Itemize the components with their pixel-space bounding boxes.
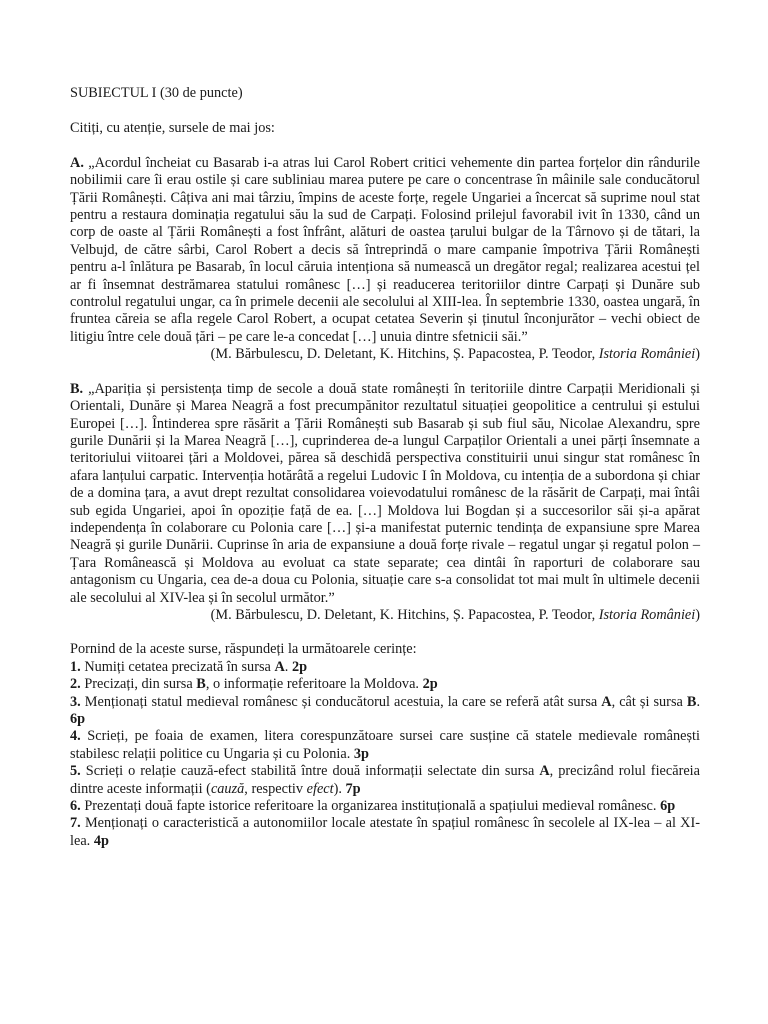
question-item <box>70 659 700 676</box>
source-b-citation <box>70 607 700 624</box>
question-text: Menționați o caracteristică a autonomiilor locale atestate în spațiul românesc în secolele al IX-lea – al XI-lea. <box>70 815 700 849</box>
question-points: 6p <box>660 798 676 815</box>
source-b-close: ) <box>695 606 700 623</box>
question-text: Scrieți o relație cauză-efect stabilită între două informații selectate din sursa <box>85 763 540 780</box>
question-item <box>70 694 700 729</box>
question-text: , cât și sursa <box>611 693 687 710</box>
questions-list <box>70 659 700 850</box>
question-source-ref: A <box>274 658 285 675</box>
question-text: Numiți cetatea precizată în sursa <box>84 658 275 675</box>
question-number: 3. <box>70 693 81 710</box>
question-text: . <box>696 693 701 710</box>
source-b-label: B. <box>70 380 84 397</box>
question-text: . <box>284 658 292 675</box>
question-number: 1. <box>70 658 81 675</box>
question-text: Menționați statul medieval românesc și conducătorul acestuia, la care se referă atât sursa <box>84 693 602 710</box>
source-a-close: ) <box>695 346 700 363</box>
question-text: , respectiv <box>244 780 307 797</box>
question-item <box>70 798 700 815</box>
source-b-text: „Apariția și persistența timp de secole a două state românești în teritoriile dintre Carpații Meridionali și Orientali, Dunăre și Marea Neagră a fost precumpănitor rezultatul situației geopolitice a centrului și estului Europei […]. Întinderea spre răsărit a Țării Românești sub Basarab și sub fiul său, Nicolae Alexandru, spre gurile Dunării și la Marea Neagră […], cuprinderea de-a lungul Carpaților Orientali a unei părți însemnate a teritoriului viitoarei țări a Moldovei, părea să deschidă perspectiva constituirii unui singur stat românesc în afara lanțului carpatic. Intervenția hotărâtă a regelui Ludovic I în Moldova, cu intenția de a subordona și chiar de a domina țara, a avut drept rezultat consolidarea voievodatului românesc de la răsărit de Carpați, mai întâi sub egida Ungariei, apoi în opoziție față de ea. […] Moldova lui Bogdan și a succesorilor săi și-a apărat independența în colaborare cu Polonia care […] și-a manifestat puternic tendința de expansiune spre Marea Neagră și gurile Dunării. Cuprinse în aria de expansiune a două forțe rivale – regatul ungar și regatul polon – Țara Românească și Moldova au evoluat ca state separate; cea dintâi în raporturi de colaborare sau antagonism cu Ungaria, cea de-a doua cu Polonia, situație care s-a consolidat tot mai mult în ultimele decenii ale secolului al XIV-lea și în secolul următor.” <box>70 380 700 606</box>
source-b-work: Istoria României <box>598 606 696 623</box>
source-a-label: A. <box>70 154 84 171</box>
instructions: Citiți, cu atenție, sursele de mai jos: <box>70 120 275 137</box>
source-b-authors: (M. Bărbulescu, D. Deletant, K. Hitchins, Ș. Papacostea, P. Teodor, <box>210 606 599 623</box>
question-source-ref: A <box>539 763 550 780</box>
question-source-ref: B <box>686 693 697 710</box>
questions-intro: Pornind de la aceste surse, răspundeți la următoarele cerințe: <box>70 641 417 658</box>
question-points: 6p <box>70 711 86 727</box>
exam-page <box>70 85 700 850</box>
question-text: , o informație referitoare la Moldova. <box>205 676 423 693</box>
source-a-citation <box>70 346 700 363</box>
question-item <box>70 676 700 693</box>
question-item <box>70 728 700 763</box>
question-points: 2p <box>291 658 308 675</box>
question-text: , precizând rolul fiecăreia dintre aceste informații ( <box>70 763 700 797</box>
section-title: SUBIECTUL I (30 de puncte) <box>70 85 243 101</box>
source-a-text: „Acordul încheiat cu Basarab i-a atras lui Carol Robert critici vehemente din partea forțelor din rândurile nobilimii care îi erau ostile și care subliniau marea putere pe care o concentrase în mâinile sale conducătorul Țării Românești. Câțiva ani mai târziu, împins de aceste forțe, regele Ungariei a încercat să suprime noul stat pentru a restaura dominația regatului său la sud de Carpați. Folosind prilejul favorabil ivit în 1330, când un corp de oaste al Țării Românești a fost înfrânt, alături de oastea țarului bulgar de la Târnovo și de tătari, la Velbujd, de către sârbi, Carol Robert a decis să întreprindă o mare campanie împotriva Țării Românești pentru a-l înlătura pe Basarab, în locul căruia intenționa să numească un dregător regal; realizarea acestui țel ar fi însemnat destrămarea statului românesc […] și readucerea teritoriilor dintre Carpați și Dunăre sub controlul regatului ungar, ca în primele decenii ale secolului al XIII-lea. În septembrie 1330, oastea ungară, în fruntea căreia se afla regele Carol Robert, a ocupat cetatea Severin și ținutul înconjurător – vechi obiect de litigiu între cele două țări – pe care le-a concedat […] unuia dintre sfetnicii săi.” <box>70 154 701 345</box>
question-number: 6. <box>70 798 81 815</box>
source-a <box>70 155 700 346</box>
question-number: 2. <box>70 676 81 693</box>
question-points: 3p <box>353 745 369 762</box>
question-points: 7p <box>345 780 361 797</box>
question-source-ref: A <box>601 693 612 710</box>
question-text: Precizați, din sursa <box>84 676 197 693</box>
question-number: 7. <box>70 815 81 832</box>
source-a-work: Istoria României <box>598 346 696 363</box>
source-a-authors: (M. Bărbulescu, D. Deletant, K. Hitchins, Ș. Papacostea, P. Teodor, <box>210 346 599 363</box>
question-item <box>70 763 700 798</box>
question-source-ref: B <box>196 676 206 693</box>
question-text: ). <box>333 780 346 797</box>
source-b <box>70 381 700 607</box>
question-points: 2p <box>422 676 438 693</box>
question-term: cauză <box>210 780 245 797</box>
question-text: Prezentați două fapte istorice referitoare la organizarea instituțională a spațiului medieval românesc. <box>84 798 661 815</box>
question-text: Scrieți, pe foaia de examen, litera corespunzătoare sursei care susține că statele medievale românești stabilesc relații politice cu Ungaria și cu Polonia. <box>70 728 701 762</box>
question-number: 4. <box>70 728 81 745</box>
question-number: 5. <box>70 763 81 780</box>
question-points: 4p <box>93 832 109 849</box>
question-item <box>70 815 700 850</box>
question-term: efect <box>306 780 334 797</box>
